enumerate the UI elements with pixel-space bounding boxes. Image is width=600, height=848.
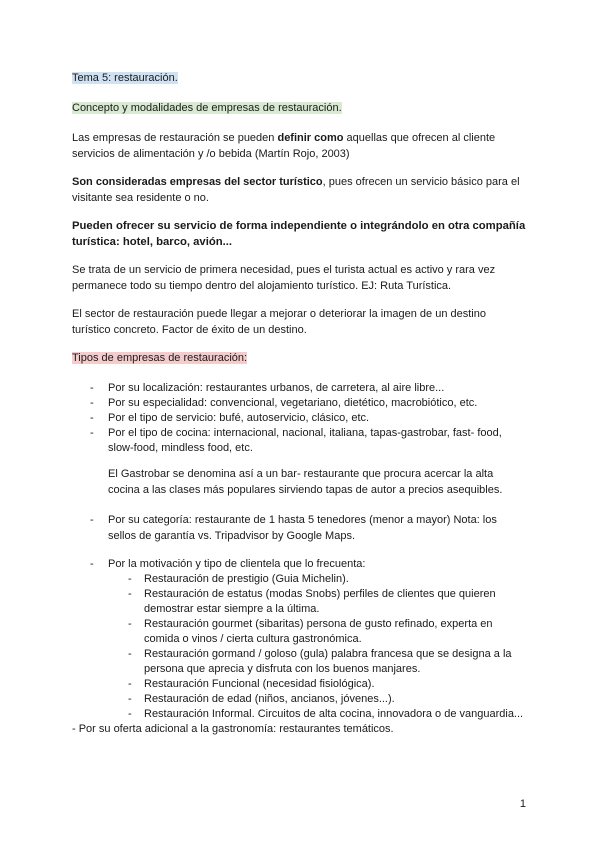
list-item-categoria: Por su categoría: restaurante de 1 hasta 5 tenedores (menor a mayor) Nota: los sellos de garantía vs. Tripadvisor by Google Maps. xyxy=(108,514,497,542)
list-item-motivacion: Por la motivación y tipo de clientela que lo frecuenta: xyxy=(108,558,366,570)
section-heading-concepto: Concepto y modalidades de empresas de restauración. xyxy=(72,102,342,114)
bullet-dash: - xyxy=(128,573,132,585)
closing-line: - Por su oferta adicional a la gastronomía: restaurantes temáticos. xyxy=(72,723,394,735)
list-item: Por el tipo de cocina: internacional, nacional, italiana, tapas-gastrobar, fast- food, xyxy=(108,427,502,439)
gastrobar-note: El Gastrobar se denomina así a un bar- restaurante que procura acercar la alta cocina a las clases más populares sirviendo tapas de autor a precios asequibles. xyxy=(108,468,503,496)
sublist-item: Restauración gourmet (sibaritas) persona de gusto refinado, experta en xyxy=(144,618,493,630)
sublist-item-continuation: demostrar estar siempre a la última. xyxy=(144,603,320,615)
sublist-item-continuation: persona que aprecia y disfruta con los buenos manjares. xyxy=(144,663,421,675)
bullet-dash: - xyxy=(90,514,94,526)
page-number: 1 xyxy=(519,798,526,810)
bullet-dash: - xyxy=(90,427,94,439)
sublist-item: Restauración de edad (niños, ancianos, jóvenes...). xyxy=(144,693,395,705)
list-item: Por su especialidad: convencional, vegetariano, dietético, macrobiótico, etc. xyxy=(108,397,478,409)
bullet-dash: - xyxy=(90,397,94,409)
bullet-dash: - xyxy=(128,618,132,630)
list-item-continuation: slow-food, mindless food, etc. xyxy=(108,442,253,454)
sublist-item: Restauración Informal. Circuitos de alta cocina, innovadora o de vanguardia... xyxy=(144,708,524,720)
bullet-dash: - xyxy=(90,558,94,570)
bullet-dash: - xyxy=(128,678,132,690)
sublist-item: Restauración gormand / goloso (gula) palabra francesa que se designa a la xyxy=(144,648,512,660)
list-item: Por el tipo de servicio: bufé, autoservicio, clásico, etc. xyxy=(108,412,370,424)
bullet-dash: - xyxy=(90,382,94,394)
bullet-dash: - xyxy=(128,693,132,705)
bullet-dash: - xyxy=(90,412,94,424)
paragraph-sector-turistico: Son consideradas empresas del sector turístico, pues ofrecen un servicio básico para el visitante sea residente o no. xyxy=(72,176,520,204)
sublist-item-continuation: comida o vinos / cierta cultura gastronómica. xyxy=(144,633,362,645)
bullet-dash: - xyxy=(128,708,132,720)
sublist-item: Restauración de prestigio (Guia Michelin). xyxy=(144,573,349,585)
sublist-item: Restauración de estatus (modas Snobs) perfiles de clientes que quieren xyxy=(144,588,496,600)
paragraph-definicion: Las empresas de restauración se pueden definir como aquellas que ofrecen al cliente servicios de alimentación y /o bebida (Martín Rojo, 2003) xyxy=(72,132,496,160)
document-title: Tema 5: restauración. xyxy=(72,72,178,84)
list-item: Por su localización: restaurantes urbanos, de carretera, al aire libre... xyxy=(108,382,445,394)
paragraph-primera-necesidad: Se trata de un servicio de primera necesidad, pues el turista actual es activo y rara vez permanece todo su tiempo dentro del alojamiento turístico. EJ: Ruta Turística. xyxy=(72,264,496,292)
paragraph-independiente: Pueden ofrecer su servicio de forma independiente o integrándolo en otra compañía turística: hotel, barco, avión... xyxy=(72,220,526,248)
paragraph-imagen-destino: El sector de restauración puede llegar a mejorar o deteriorar la imagen de un destino turístico concreto. Factor de éxito de un destino. xyxy=(72,308,486,336)
bullet-dash: - xyxy=(128,588,132,600)
sublist-item: Restauración Funcional (necesidad fisiológica). xyxy=(144,678,375,690)
bullet-dash: - xyxy=(128,648,132,660)
section-heading-tipos: Tipos de empresas de restauración: xyxy=(72,352,248,364)
